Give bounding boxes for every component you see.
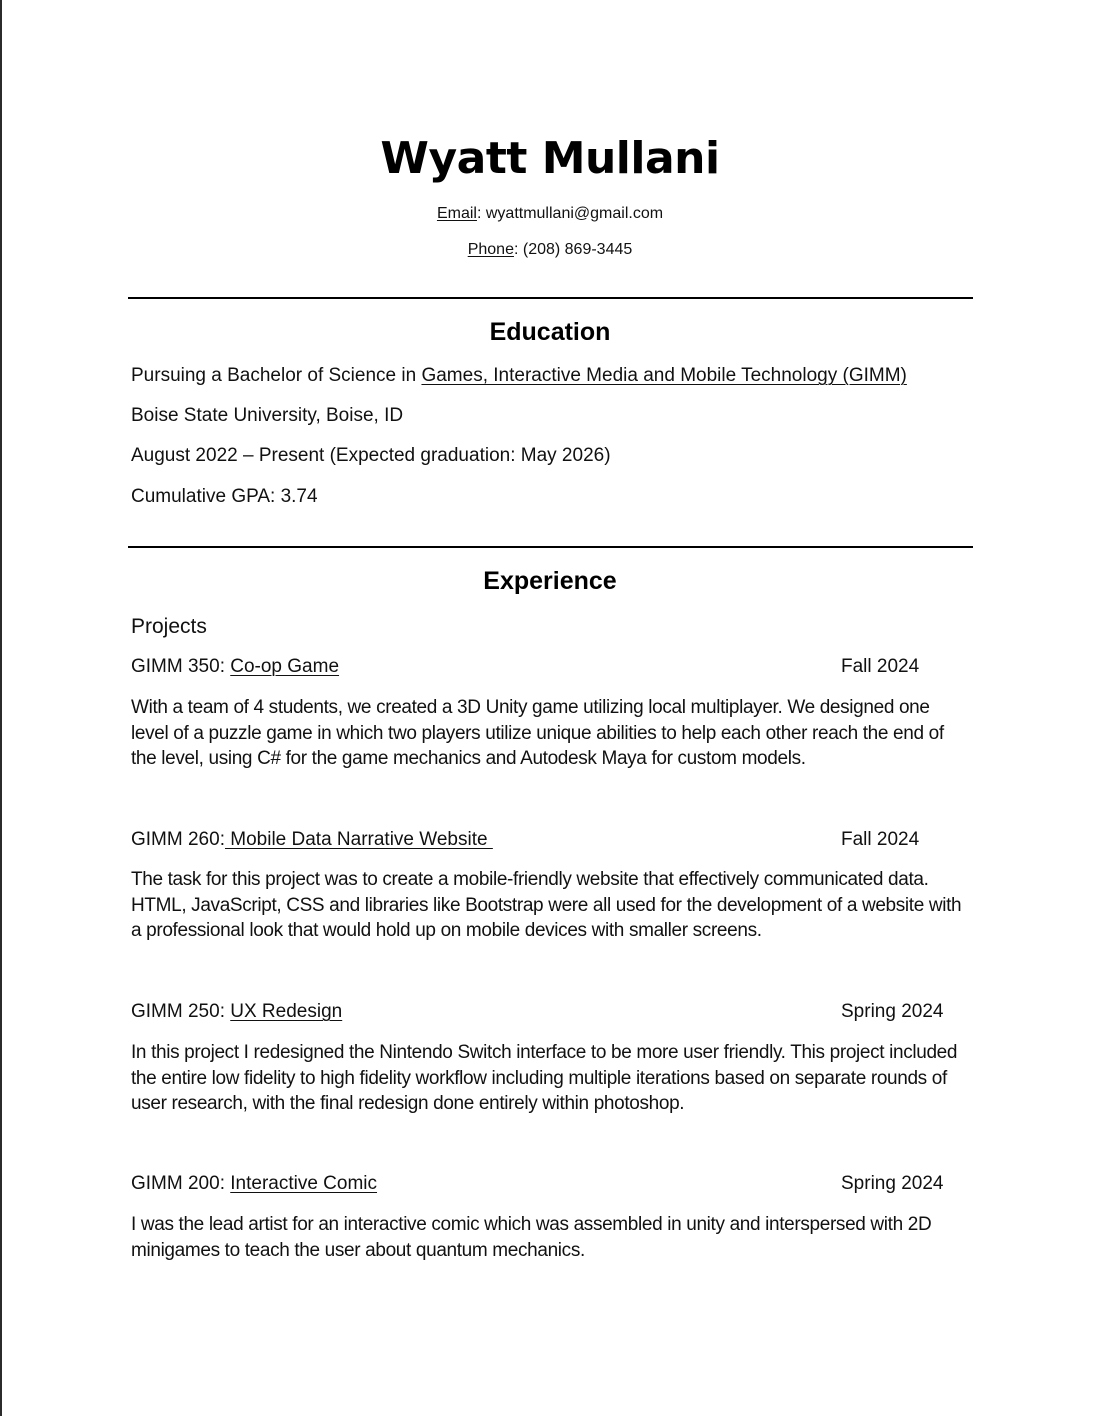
education-degree <box>131 364 907 388</box>
contact-email <box>0 204 1098 224</box>
project-heading <box>131 1000 961 1024</box>
project-description: With a team of 4 students, we created a 3D Unity game utilizing local multiplayer. We designed one level of a puzzle game in which two players utilize unique abilities to help each other reach the end of the level, using C# for the game mechanics and Autodesk Maya for custom models. <box>131 697 944 769</box>
project-name-link[interactable]: Co-op Game <box>230 656 340 677</box>
projects-subheading: Projects <box>131 615 207 638</box>
project-description: I was the lead artist for an interactive comic which was assembled in unity and interspersed with 2D minigames to teach the user about quantum mechanics. <box>131 1214 932 1261</box>
contact-phone <box>0 240 1098 260</box>
project-course: GIMM 250: <box>131 1001 231 1022</box>
education-dates: August 2022 – Present (Expected graduation: May 2026) <box>131 445 611 466</box>
project-name-link[interactable]: Interactive Comic <box>230 1173 378 1194</box>
project-heading <box>131 1172 961 1196</box>
section-title-experience: Experience <box>483 567 617 595</box>
project-description: The task for this project was to create a mobile-friendly website that effectively communicated data. HTML, JavaScript, CSS and libraries like Bootstrap were all used for the development of a website with a professional look that would hold up on mobile devices with smaller screens. <box>131 869 962 941</box>
education-gpa: Cumulative GPA: 3.74 <box>131 486 318 507</box>
project-course: GIMM 200: <box>131 1173 231 1194</box>
project-term: Fall 2024 <box>841 656 920 677</box>
project-heading <box>131 828 961 852</box>
project-description: In this project I redesigned the Nintendo Switch interface to be more user friendly. This project included the entire low fidelity to high fidelity workflow including multiple iterations based on separate rounds of user research, with the final redesign done entirely within photoshop. <box>131 1042 958 1114</box>
project-term: Fall 2024 <box>841 829 920 850</box>
project-course: GIMM 260: <box>131 829 225 850</box>
project-name-link[interactable]: UX Redesign <box>230 1001 343 1022</box>
phone-label: Phone <box>467 241 514 258</box>
project-term: Spring 2024 <box>841 1001 944 1022</box>
project-name-link[interactable]: Mobile Data Narrative Website <box>224 829 493 850</box>
section-title-education: Education <box>489 318 611 346</box>
phone-value[interactable]: : (208) 869-3445 <box>513 241 633 258</box>
section-divider-education <box>128 297 973 299</box>
email-value[interactable]: : wyattmullani@gmail.com <box>476 205 664 222</box>
email-label: Email <box>436 205 477 222</box>
section-divider-experience <box>128 546 973 548</box>
project-term: Spring 2024 <box>841 1173 944 1194</box>
candidate-name: Wyatt Mullani <box>380 133 720 184</box>
degree-prefix: Pursuing a Bachelor of Science in <box>131 365 422 386</box>
degree-program-link[interactable]: Games, Interactive Media and Mobile Technology (GIMM) <box>421 365 907 386</box>
education-school: Boise State University, Boise, ID <box>131 405 404 426</box>
project-course: GIMM 350: <box>131 656 231 677</box>
project-heading <box>131 655 961 679</box>
